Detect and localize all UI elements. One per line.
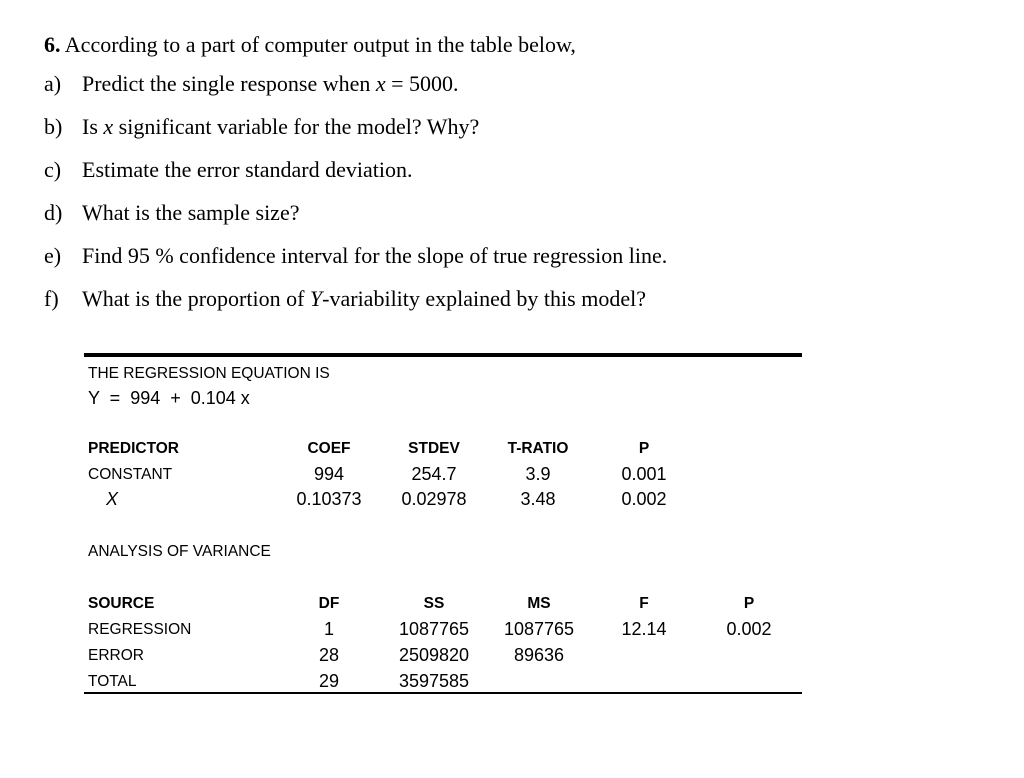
item-text: significant variable for the model? Why?: [113, 114, 480, 139]
ss-header: SS: [423, 595, 445, 612]
question-item-e: [44, 234, 944, 277]
item-label: a): [44, 71, 62, 96]
ss-value: 2509820: [398, 645, 470, 665]
anova-p-value: 0.002: [726, 619, 772, 639]
ss-value: 1087765: [398, 619, 470, 639]
predictor-name: CONSTANT: [88, 466, 173, 483]
regression-equation: Y = 994 + 0.104 x: [88, 388, 250, 408]
computer-output-table: [84, 353, 802, 695]
df-value: 1: [323, 619, 334, 639]
item-var: Y: [309, 286, 323, 311]
item-text: Is: [82, 114, 104, 139]
question-number: 6.: [44, 32, 61, 57]
stdev-header: STDEV: [408, 440, 460, 457]
item-text: Estimate the error standard deviation.: [82, 157, 413, 182]
item-text: What is the proportion of: [82, 286, 310, 311]
item-label: c): [44, 157, 62, 182]
item-label: e): [44, 243, 62, 268]
tratio-header: T-RATIO: [507, 440, 569, 457]
item-text: What is the sample size?: [82, 200, 300, 225]
question-item-c: [44, 148, 944, 191]
equation-header: THE REGRESSION EQUATION IS: [88, 365, 330, 382]
question-item-b: [44, 105, 944, 148]
coef-header: COEF: [307, 440, 351, 457]
stdev-value: 0.02978: [401, 489, 467, 509]
item-text: Predict the single response when: [82, 71, 376, 96]
anova-p-header: P: [743, 595, 755, 612]
question-block: [44, 28, 944, 320]
stdev-value: 254.7: [411, 464, 457, 484]
item-label: f): [44, 286, 59, 311]
df-value: 29: [318, 671, 340, 691]
top-rule: [84, 353, 802, 357]
anova-title: ANALYSIS OF VARIANCE: [88, 543, 271, 560]
question-item-a: [44, 62, 944, 105]
p-header: P: [638, 440, 650, 457]
item-var: x: [375, 71, 386, 96]
question-item-f: [44, 277, 944, 320]
ms-value: 1087765: [503, 619, 575, 639]
f-value: 12.14: [621, 619, 667, 639]
source-name: ERROR: [88, 647, 144, 664]
df-header: DF: [318, 595, 340, 612]
question-title: [44, 28, 944, 62]
source-header: SOURCE: [88, 595, 155, 612]
item-var: x: [103, 114, 114, 139]
question-item-d: [44, 191, 944, 234]
tratio-value: 3.9: [525, 464, 551, 484]
p-value: 0.002: [621, 489, 667, 509]
predictor-name: X: [106, 489, 119, 509]
predictor-header: PREDICTOR: [88, 440, 180, 457]
p-value: 0.001: [621, 464, 667, 484]
item-label: d): [44, 200, 63, 225]
df-value: 28: [318, 645, 340, 665]
tratio-value: 3.48: [520, 489, 556, 509]
source-name: REGRESSION: [88, 621, 192, 638]
item-text: -variability explained by this model?: [322, 286, 646, 311]
ss-value: 3597585: [398, 671, 470, 691]
item-label: b): [44, 114, 63, 139]
question-title-text: According to a part of computer output in the table below,: [60, 32, 576, 57]
ms-value: 89636: [513, 645, 565, 665]
ms-header: MS: [527, 595, 551, 612]
coef-value: 0.10373: [296, 489, 362, 509]
bottom-rule: [84, 692, 802, 694]
source-name: TOTAL: [88, 673, 137, 690]
item-text: = 5000.: [385, 71, 459, 96]
item-text: Find 95 % confidence interval for the slope of true regression line.: [82, 243, 668, 268]
f-header: F: [639, 595, 649, 612]
coef-value: 994: [313, 464, 345, 484]
